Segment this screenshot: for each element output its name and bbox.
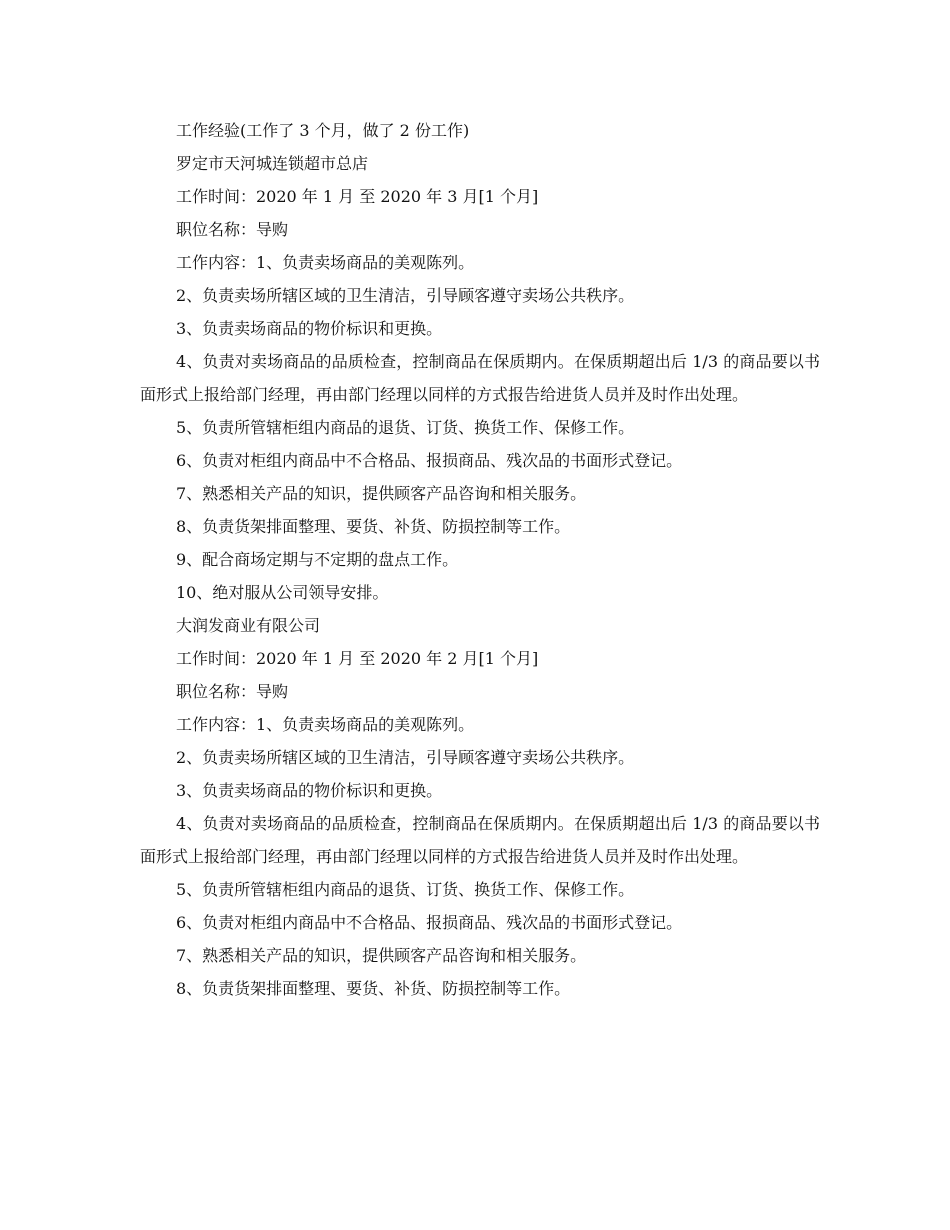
duty-item: 2、负责卖场所辖区域的卫生清洁，引导顾客遵守卖场公共秩序。 bbox=[176, 286, 635, 305]
duty-paragraph: 4、负责对卖场商品的品质检查，控制商品在保质期内。在保质期超出后 1/3 的商品要以书面形式上报给部门经理，再由部门经理以同样的方式报告给进货人员并及时作出处理。 bbox=[140, 352, 820, 404]
duty-item: 工作内容：1、负责卖场商品的美观陈列。 bbox=[176, 715, 475, 734]
duty-item: 5、负责所管辖柜组内商品的退货、订货、换货工作、保修工作。 bbox=[176, 418, 635, 437]
duty-item: 工作内容：1、负责卖场商品的美观陈列。 bbox=[176, 253, 475, 272]
job-title: 职位名称：导购 bbox=[176, 220, 289, 239]
duty-item: 7、熟悉相关产品的知识，提供顾客产品咨询和相关服务。 bbox=[176, 484, 587, 503]
duty-item: 9、配合商场定期与不定期的盘点工作。 bbox=[176, 550, 459, 569]
document-body bbox=[140, 114, 820, 1005]
duty-item: 8、负责货架排面整理、要货、补货、防损控制等工作。 bbox=[176, 979, 571, 998]
section-heading: 工作经验(工作了 3 个月，做了 2 份工作) bbox=[176, 121, 470, 140]
work-period: 工作时间：2020 年 1 月 至 2020 年 2 月[1 个月] bbox=[176, 649, 539, 668]
job-title: 职位名称：导购 bbox=[176, 682, 289, 701]
duty-item: 8、负责货架排面整理、要货、补货、防损控制等工作。 bbox=[176, 517, 571, 536]
duty-item: 6、负责对柜组内商品中不合格品、报损商品、残次品的书面形式登记。 bbox=[176, 451, 683, 470]
duty-item: 3、负责卖场商品的物价标识和更换。 bbox=[176, 781, 443, 800]
duty-item: 6、负责对柜组内商品中不合格品、报损商品、残次品的书面形式登记。 bbox=[176, 913, 683, 932]
duty-item: 10、绝对服从公司领导安排。 bbox=[176, 583, 389, 602]
duty-item: 5、负责所管辖柜组内商品的退货、订货、换货工作、保修工作。 bbox=[176, 880, 635, 899]
company-name: 大润发商业有限公司 bbox=[176, 616, 321, 635]
company-name: 罗定市天河城连锁超市总店 bbox=[176, 154, 369, 173]
work-period: 工作时间：2020 年 1 月 至 2020 年 3 月[1 个月] bbox=[176, 187, 539, 206]
duty-item: 3、负责卖场商品的物价标识和更换。 bbox=[176, 319, 443, 338]
duty-item: 2、负责卖场所辖区域的卫生清洁，引导顾客遵守卖场公共秩序。 bbox=[176, 748, 635, 767]
duty-paragraph: 4、负责对卖场商品的品质检查，控制商品在保质期内。在保质期超出后 1/3 的商品要以书面形式上报给部门经理，再由部门经理以同样的方式报告给进货人员并及时作出处理。 bbox=[140, 814, 820, 866]
duty-item: 7、熟悉相关产品的知识，提供顾客产品咨询和相关服务。 bbox=[176, 946, 587, 965]
